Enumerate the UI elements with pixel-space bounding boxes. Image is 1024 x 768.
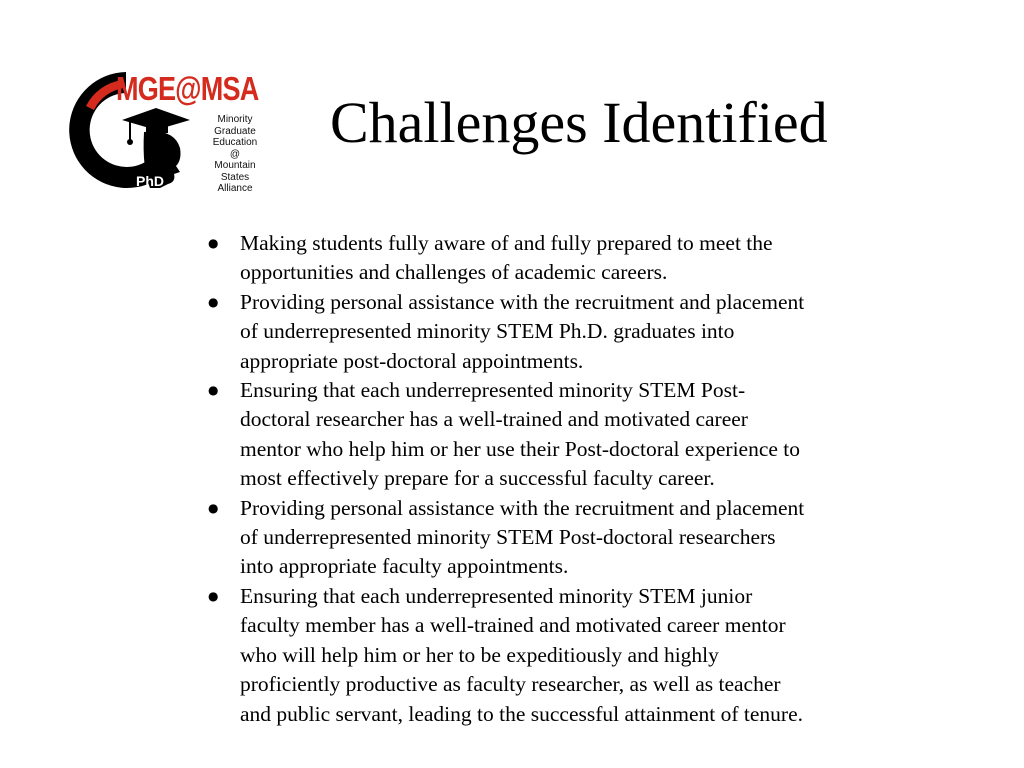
bullet-item	[208, 494, 930, 582]
bullet-text-line: most effectively prepare for a successful faculty career.	[240, 466, 715, 491]
logo-tagline-line: Alliance	[217, 183, 253, 194]
bullet-text-line: who will help him or her to be expeditiously and highly	[240, 642, 719, 667]
bullet-text-line: Making students fully aware of and fully prepared to meet the	[240, 231, 773, 255]
logo-tagline-line: Education	[212, 137, 258, 148]
bullet-text-line: mentor who help him or her use their Post-doctoral experience to	[240, 436, 801, 461]
logo-tagline-line: Minority	[217, 114, 253, 125]
bullet-dot-icon: ●	[208, 588, 219, 603]
bullet-text-line: Ensuring that each underrepresented minority STEM junior	[240, 583, 753, 608]
logo-tagline	[199, 114, 271, 195]
bullet-text-line: Ensuring that each underrepresented minority STEM Post-	[240, 378, 746, 403]
bullet-dot-icon: ●	[208, 236, 219, 250]
bullet-text-line: of underrepresented minority STEM Ph.D. graduates into	[240, 319, 735, 344]
bullet-item	[208, 582, 930, 729]
bullet-text-line: opportunities and challenges of academic careers.	[240, 260, 668, 285]
bullet-text-line: Providing personal assistance with the recruitment and placement	[240, 289, 805, 314]
mge-msa-logo	[64, 68, 274, 194]
logo-tagline-line: @	[229, 148, 241, 160]
bullet-dot-icon: ●	[208, 294, 219, 309]
logo-tagline-line: States	[220, 171, 250, 183]
bullet-text-line: faculty member has a well-trained and motivated career mentor	[240, 613, 786, 638]
bullet-item	[208, 288, 930, 376]
slide-title: Challenges Identified	[330, 90, 828, 155]
bullet-text-line: of underrepresented minority STEM Post-doctoral researchers	[240, 525, 776, 550]
bullet-text-line: into appropriate faculty appointments.	[240, 554, 569, 579]
bullet-text-line: Providing personal assistance with the recruitment and placement	[240, 495, 805, 520]
bullet-list	[208, 229, 930, 729]
logo-brand: MGE@MSA	[116, 70, 259, 107]
bullet-text-line: and public servant, leading to the successful attainment of tenure.	[240, 701, 803, 726]
bullet-dot-icon: ●	[208, 500, 219, 515]
logo-phd-badge: PhD	[136, 173, 164, 189]
bullet-text-line: doctoral researcher has a well-trained and motivated career	[240, 407, 748, 432]
bullet-item	[208, 376, 930, 494]
bullet-item	[208, 229, 930, 288]
logo-tagline-line: Graduate	[214, 125, 256, 137]
logo-tagline-line: Mountain	[214, 160, 256, 171]
bullet-text-line: proficiently productive as faculty researcher, as well as teacher	[240, 672, 781, 697]
bullet-text-line: appropriate post-doctoral appointments.	[240, 348, 584, 373]
bullet-dot-icon: ●	[208, 383, 219, 398]
